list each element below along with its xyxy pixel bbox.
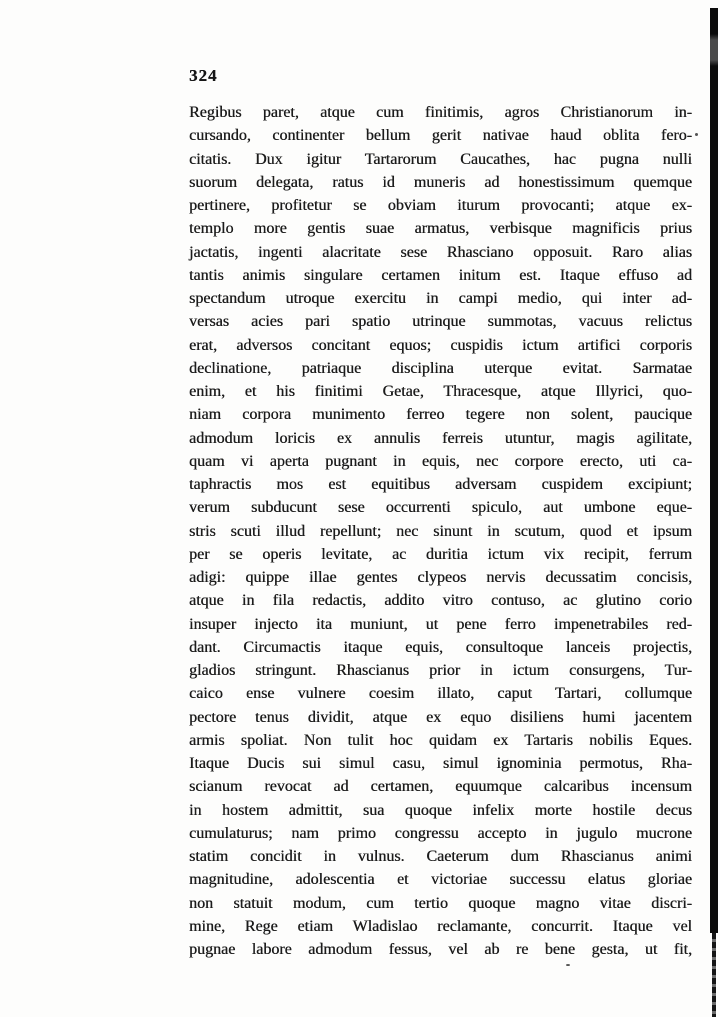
text-line: mine, Rege etiam Wladislao reclamante, concurrit. Itaque vel — [189, 917, 692, 935]
text-line: erat, adversos concitant equos; cuspidis ictum artifici corporis — [189, 336, 692, 354]
text-line: caico ense vulnere coesim illato, caput Tartari, collumque — [189, 685, 692, 703]
body-text — [189, 101, 692, 961]
text-line: niam corpora munimento ferreo tegere non solent, paucique — [189, 406, 692, 424]
text-line: atque in fila redactis, addito vitro contuso, ac glutino corio — [189, 592, 692, 610]
text-line: non statuit modum, cum tertio quoque magno vitae discri- — [189, 894, 692, 912]
text-line: declinatione, patriaque disciplina uterque evitat. Sarmatae — [189, 359, 692, 377]
text-line: gladios stringunt. Rhascianus prior in ictum consurgens, Tur- — [189, 662, 692, 679]
text-line: stris scuti illud repellunt; nec sinunt in scutum, quod et ipsum — [189, 522, 692, 540]
text-line: suorum delegata, ratus id muneris ad honestissimum quemque — [189, 173, 692, 191]
page-number: 324 — [189, 66, 218, 85]
text-line: versas acies pari spatio utrinque summotas, vacuus relictus — [189, 313, 692, 331]
text-line: jactatis, ingenti alacritate sese Rhasciano opposuit. Raro alias — [189, 243, 692, 261]
text-line: admodum loricis ex annulis ferreis utuntur, magis agilitate, — [189, 429, 692, 447]
scan-edge-artifact-lower — [712, 933, 716, 1017]
text-line: per se operis levitate, ac duritia ictum vix recipit, ferrum — [189, 545, 692, 563]
text-line: spectandum utroque exercitu in campi medio, qui inter ad- — [189, 290, 692, 307]
scan-speck — [695, 133, 698, 136]
text-line: adigi: quippe illae gentes clypeos nervis decussatim concisis, — [189, 569, 692, 586]
scan-edge-artifact — [710, 8, 718, 933]
text-line: dant. Circumactis itaque equis, consultoque lanceis projectis, — [189, 638, 692, 656]
text-line: cumulaturus; nam primo congressu accepto in jugulo mucrone — [189, 824, 692, 842]
text-line: armis spoliat. Non tulit hoc quidam ex Tartaris nobilis Eques. — [189, 731, 692, 749]
text-line: cursando, continenter bellum gerit nativae haud oblita fero- — [189, 127, 692, 145]
text-line: verum subducunt sese occurrenti spiculo, aut umbone eque- — [189, 499, 692, 517]
text-line: templo more gentis suae armatus, verbisque magnificis prius — [189, 220, 692, 238]
scan-speck — [566, 964, 570, 966]
text-line: quam vi aperta pugnant in equis, nec corpore erecto, uti ca- — [189, 452, 692, 470]
text-line: pectore tenus dividit, atque ex equo disiliens humi jacentem — [189, 708, 692, 726]
text-line: insuper injecto ita muniunt, ut pene ferro impenetrabiles red- — [189, 615, 692, 633]
text-line: in hostem admittit, sua quoque infelix morte hostile decus — [189, 801, 692, 819]
text-line: taphractis mos est equitibus adversam cuspidem excipiunt; — [189, 476, 692, 493]
text-line: pugnae labore admodum fessus, vel ab re bene gesta, ut fit, — [189, 941, 692, 958]
text-line: magnitudine, adolescentia et victoriae successu elatus gloriae — [189, 871, 692, 889]
text-line: statim concidit in vulnus. Caeterum dum Rhascianus animi — [189, 848, 692, 865]
text-line: scianum revocat ad certamen, equumque calcaribus incensum — [189, 778, 692, 796]
text-line: enim, et his finitimi Getae, Thracesque, atque Illyrici, quo- — [189, 383, 692, 400]
text-line: Itaque Ducis sui simul casu, simul ignominia permotus, Rha- — [189, 755, 692, 772]
text-line: tantis animis singulare certamen initum est. Itaque effuso ad — [189, 266, 692, 284]
text-line: citatis. Dux igitur Tartarorum Caucathes, hac pugna nulli — [189, 150, 692, 168]
text-line: pertinere, profitetur se obviam iturum provocanti; atque ex- — [189, 197, 692, 214]
text-line: Regibus paret, atque cum finitimis, agros Christianorum in- — [189, 104, 692, 121]
